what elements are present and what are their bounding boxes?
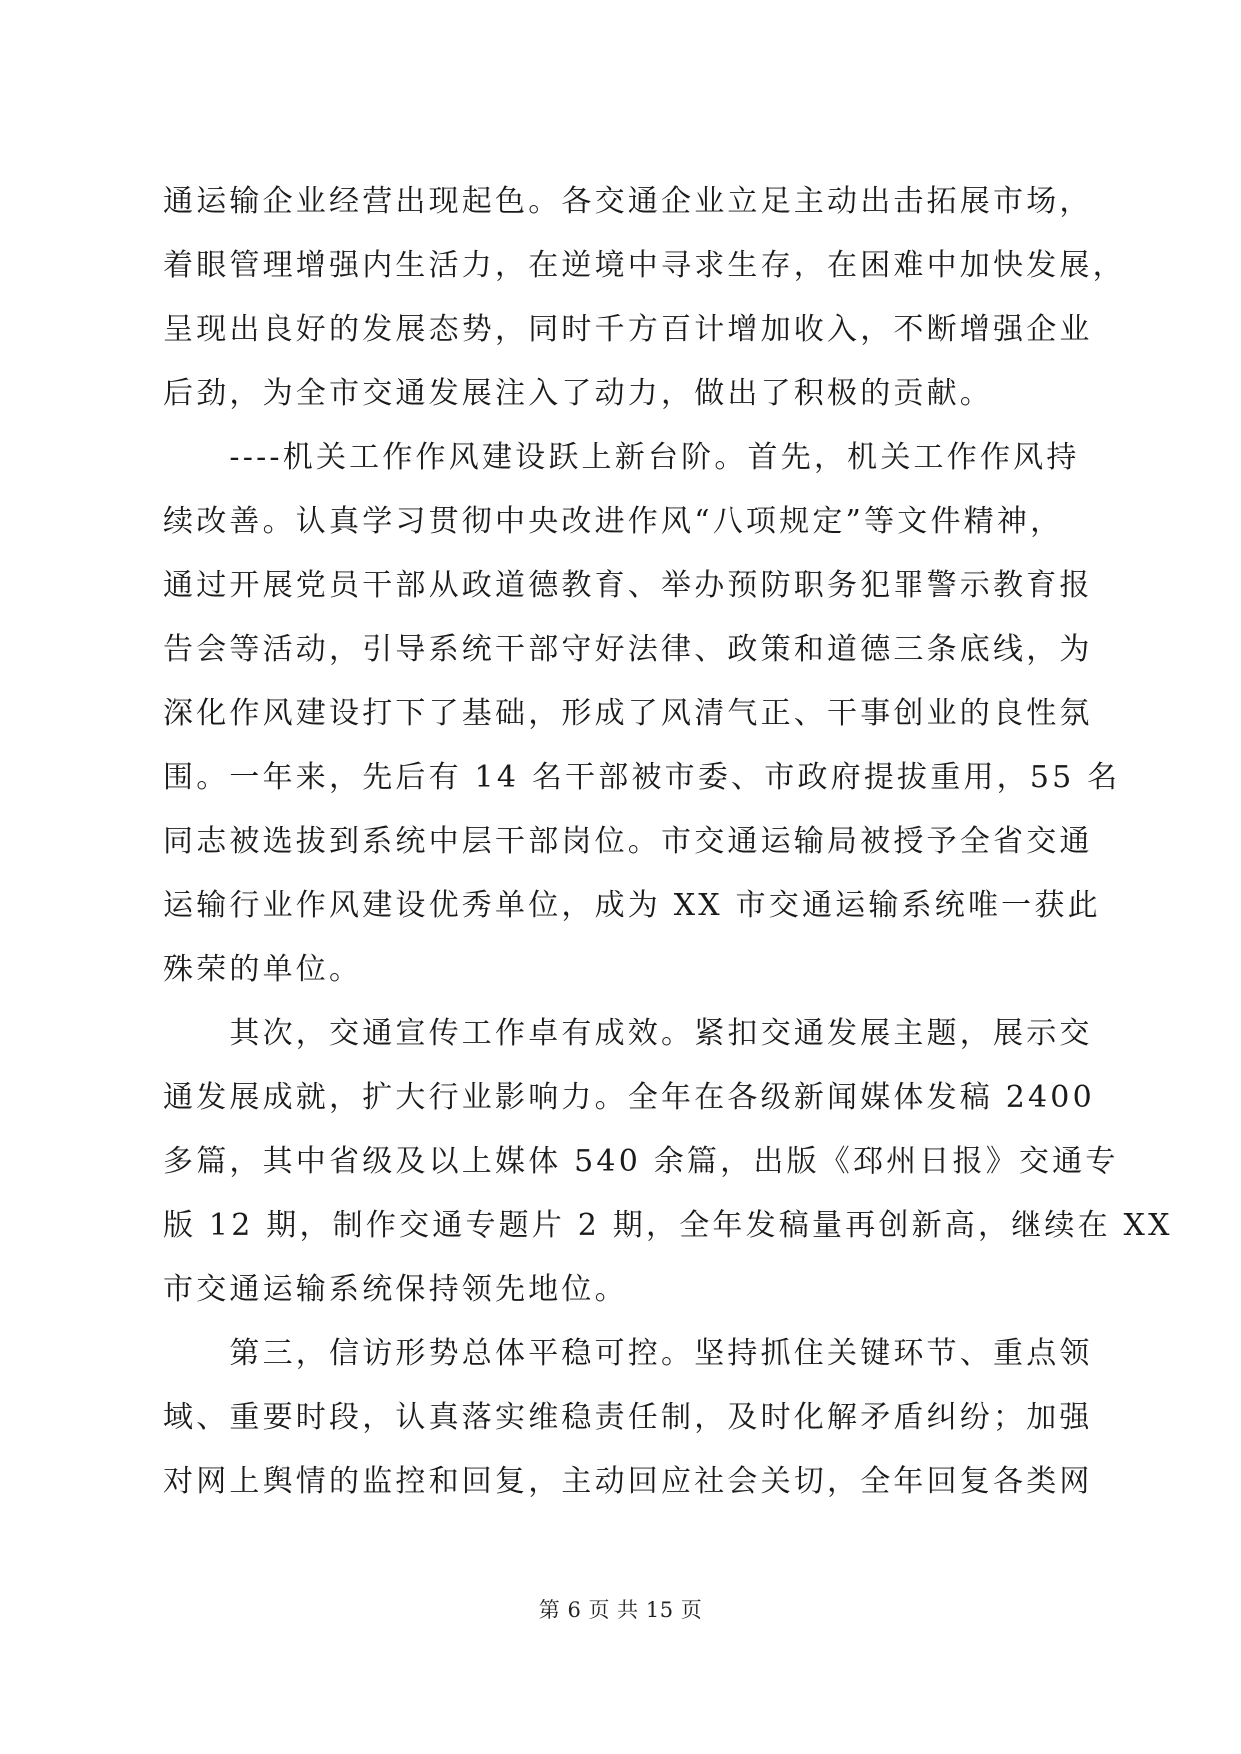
- text-line: 市交通运输系统保持领先地位。: [163, 1272, 628, 1307]
- paragraph-2: [163, 426, 1121, 1002]
- text-line: 运输行业作风建设优秀单位，成为 XX 市交通运输系统唯一获此: [163, 888, 1101, 923]
- text-line: 后劲，为全市交通发展注入了动力，做出了积极的贡献。: [163, 376, 993, 411]
- paragraph-4: [163, 1322, 1093, 1514]
- document-body: [163, 170, 1173, 1514]
- text-line: 深化作风建设打下了基础，形成了风清气正、干事创业的良性氛: [163, 696, 1093, 731]
- text-line: 通运输企业经营出现起色。各交通企业立足主动出击拓展市场，: [163, 184, 1093, 219]
- text-line: 呈现出良好的发展态势，同时千方百计增加收入，不断增强企业: [163, 312, 1093, 347]
- text-line: 对网上舆情的监控和回复，主动回应社会关切，全年回复各类网: [163, 1464, 1093, 1499]
- text-line: 殊荣的单位。: [163, 952, 363, 987]
- text-line: ----机关工作作风建设跃上新台阶。首先，机关工作作风持: [163, 440, 1080, 475]
- text-line: 多篇，其中省级及以上媒体 540 余篇，出版《邳州日报》交通专: [163, 1144, 1119, 1179]
- text-line: 围。一年来，先后有 14 名干部被市委、市政府提拔重用，55 名: [163, 760, 1121, 795]
- text-line: 版 12 期，制作交通专题片 2 期，全年发稿量再创新高，继续在 XX: [163, 1208, 1173, 1243]
- text-line: 第三，信访形势总体平稳可控。坚持抓住关键环节、重点领: [163, 1336, 1093, 1371]
- text-line: 着眼管理增强内生活力，在逆境中寻求生存，在困难中加快发展，: [163, 248, 1126, 283]
- text-line: 续改善。认真学习贯彻中央改进作风“八项规定”等文件精神，: [163, 504, 1064, 539]
- page-number-footer: 第 6 页 共 15 页: [538, 1598, 703, 1622]
- text-line: 告会等活动，引导系统干部守好法律、政策和道德三条底线，为: [163, 632, 1093, 667]
- paragraph-3: [163, 1002, 1173, 1322]
- text-line: 通过开展党员干部从政道德教育、举办预防职务犯罪警示教育报: [163, 568, 1093, 603]
- paragraph-1: [163, 170, 1126, 426]
- text-line: 域、重要时段，认真落实维稳责任制，及时化解矛盾纠纷；加强: [163, 1400, 1093, 1435]
- text-line: 其次，交通宣传工作卓有成效。紧扣交通发展主题，展示交: [163, 1016, 1093, 1051]
- text-line: 通发展成就，扩大行业影响力。全年在各级新闻媒体发稿 2400: [163, 1080, 1095, 1115]
- text-line: 同志被选拔到系统中层干部岗位。市交通运输局被授予全省交通: [163, 824, 1093, 859]
